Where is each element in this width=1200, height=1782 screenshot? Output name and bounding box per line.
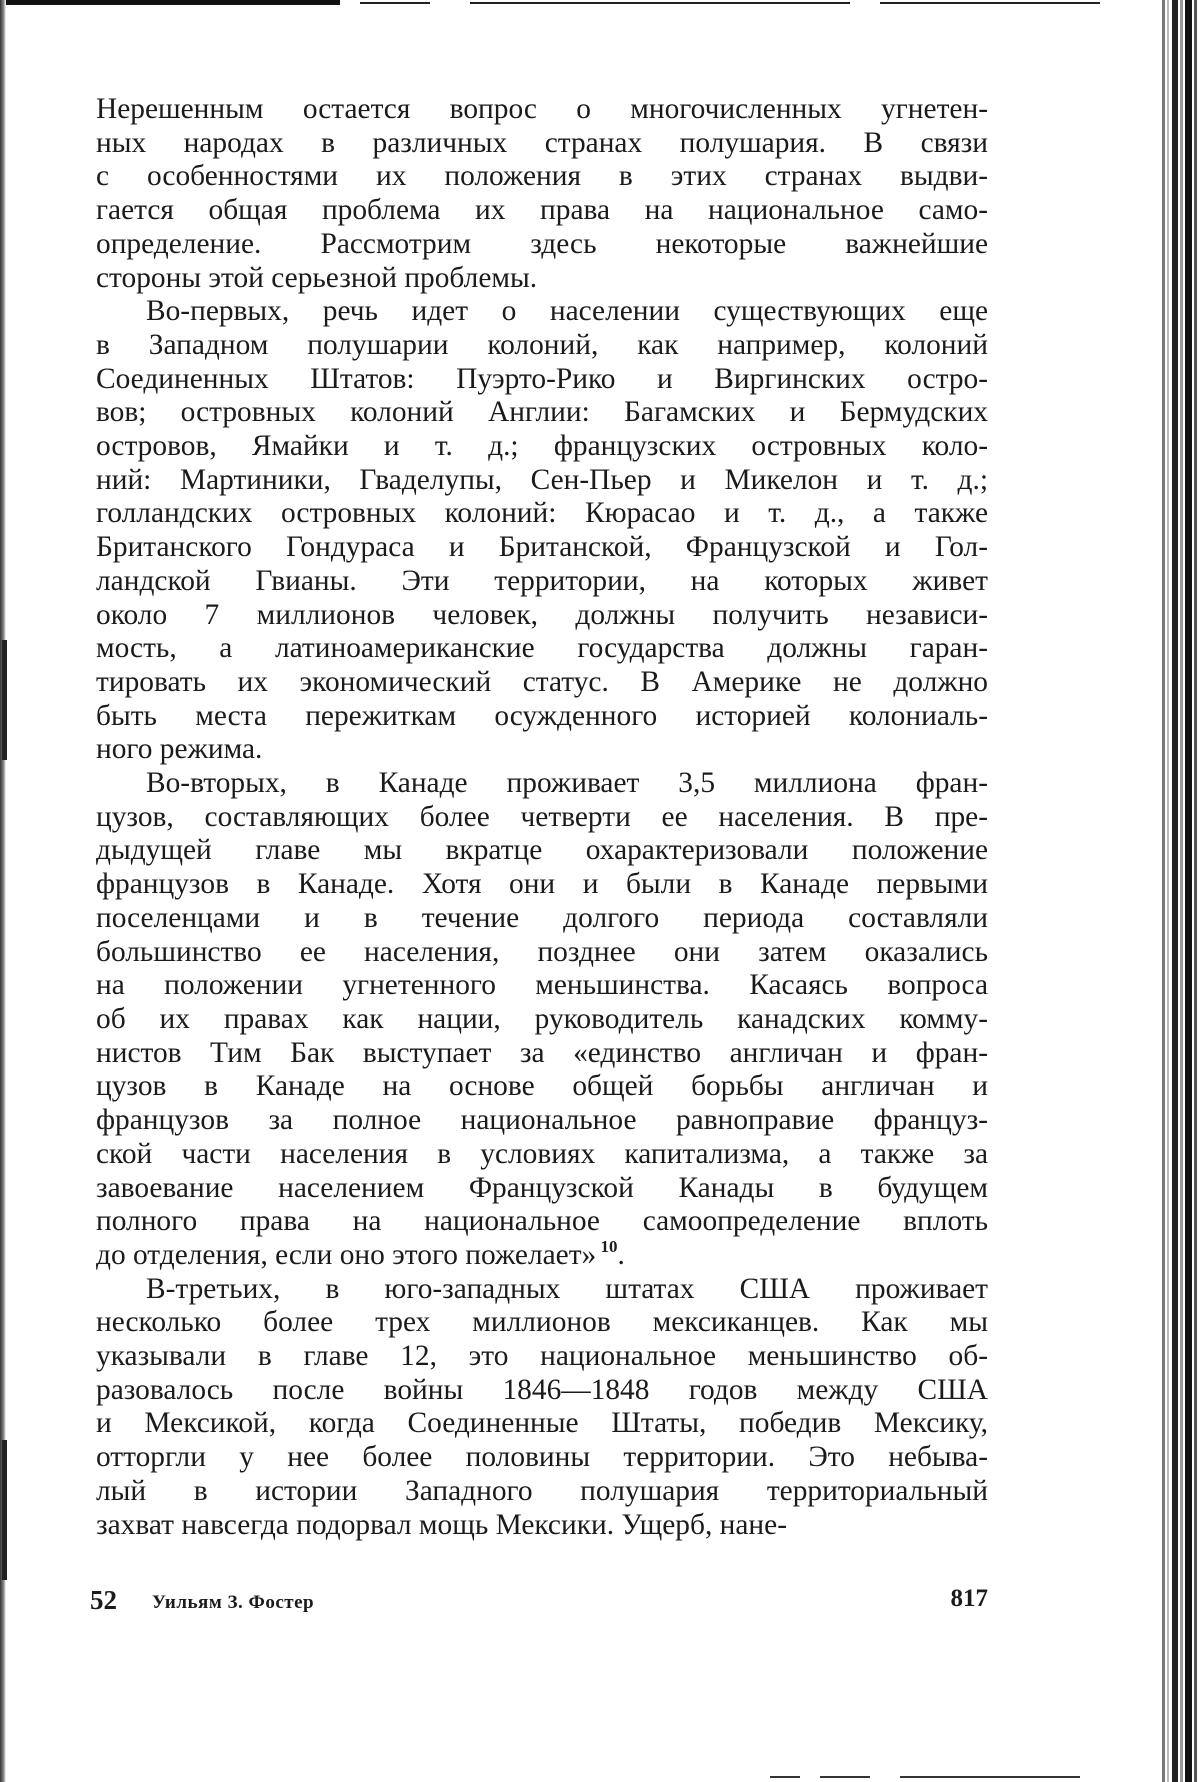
text-line: Нерешенным остается вопрос о многочисленных угнетен- — [96, 93, 988, 125]
text-line: тировать их экономический статус. В Америке не должно — [96, 665, 988, 698]
text-line: французов за полное национальное равноправие француз- — [96, 1104, 988, 1137]
page-footer — [90, 1585, 988, 1619]
text-line: полного права на национальное самоопределение вплоть — [96, 1205, 988, 1238]
text-line: вов; островных колоний Англии: Багамских и Бермудских — [96, 396, 988, 429]
scan-bottom-dash — [900, 1776, 1080, 1778]
text-line: завоевание населением Французской Канады в будущем — [96, 1171, 988, 1204]
scan-top-edge — [0, 0, 340, 5]
text-line: разовалось после войны 1846—1848 годов между США — [96, 1373, 988, 1406]
text-line: отторгли у нее более половины территории. Это небыва- — [96, 1441, 988, 1474]
text-line: цузов в Канаде на основе общей борьбы англичан и — [96, 1070, 988, 1103]
paragraph — [96, 93, 988, 295]
paragraph — [96, 1273, 988, 1543]
signature-author: Уильям З. Фостер — [152, 1592, 315, 1613]
text-line: несколько более трех миллионов мексиканцев. Как мы — [96, 1306, 988, 1339]
paragraph — [96, 767, 988, 1273]
text-line: около 7 миллионов человек, должны получить независи- — [96, 598, 988, 631]
scan-left-smudge — [2, 640, 7, 760]
paragraph — [96, 295, 988, 767]
scan-book-binding — [1162, 0, 1200, 1782]
text-line: дыдущей главе мы вкратце охарактеризовали положение — [96, 834, 988, 867]
text-line: мость, а латиноамериканские государства должны гаран- — [96, 632, 988, 665]
text-line: об их правах как нации, руководитель канадских комму- — [96, 1002, 988, 1035]
scan-bottom-dash — [770, 1776, 800, 1778]
text-line: Во-первых, речь идет о населении существующих еще — [146, 295, 988, 328]
footnote-trailing-punct: . — [617, 1238, 625, 1271]
scan-top-dash — [360, 2, 430, 4]
text-line: ской части населения в условиях капитализма, а также за — [96, 1137, 988, 1170]
text-line: нистов Тим Бак выступает за «единство англичан и фран- — [96, 1036, 988, 1069]
text-line: стороны этой серьезной проблемы. — [96, 261, 538, 294]
text-line: голландских островных колоний: Кюрасао и т. д., а также — [96, 497, 988, 530]
text-line: и Мексикой, когда Соединенные Штаты, победив Мексику, — [96, 1407, 988, 1440]
text-line: большинство ее населения, позднее они затем оказались — [96, 935, 988, 968]
text-line: ландской Гвианы. Эти территории, на которых живет — [96, 564, 988, 597]
text-line: Соединенных Штатов: Пуэрто-Рико и Виргинских остро- — [96, 362, 988, 395]
text-line: ных народах в различных странах полушария. В связи — [96, 126, 988, 159]
text-line: с особенностями их положения в этих странах выдви- — [96, 160, 988, 193]
text-line: поселенцами и в течение долгого периода составляли — [96, 901, 988, 934]
scan-top-dash — [470, 2, 850, 4]
text-line: Британского Гондураса и Британской, Французской и Гол- — [96, 531, 988, 564]
text-line: на положении угнетенного меньшинства. Касаясь вопроса — [96, 969, 988, 1002]
scan-left-smudge — [2, 1440, 7, 1580]
text-line: французов в Канаде. Хотя они и были в Канаде первыми — [96, 868, 988, 901]
text-line: цузов, составляющих более четверти ее населения. В пре- — [96, 800, 988, 833]
page-number: 817 — [950, 1585, 988, 1612]
text-line: указывали в главе 12, это национальное меньшинство об- — [96, 1340, 988, 1373]
text-line: в Западном полушарии колоний, как например, колоний — [96, 328, 988, 361]
text-line: определение. Рассмотрим здесь некоторые важнейшие — [96, 227, 988, 260]
text-line: гается общая проблема их права на национальное само- — [96, 194, 988, 227]
body-text — [96, 93, 988, 1542]
text-line: захват навсегда подорвал мощь Мексики. Ущерб, нане- — [96, 1508, 787, 1541]
text-line: ного режима. — [96, 733, 263, 766]
footnote-reference: 10 — [596, 1236, 618, 1256]
scan-bottom-dash — [820, 1776, 870, 1778]
text-line: островов, Ямайки и т. д.; французских островных коло- — [96, 430, 988, 463]
scan-top-dash — [880, 2, 1100, 4]
text-line: В-третьих, в юго-западных штатах США проживает — [146, 1272, 988, 1305]
text-line: лый в истории Западного полушария территориальный — [96, 1474, 988, 1507]
text-line: быть места пережиткам осужденного историей колониаль- — [96, 699, 988, 732]
text-line: Во-вторых, в Канаде проживает 3,5 миллиона фран- — [146, 767, 988, 800]
text-line: ний: Мартиники, Гваделупы, Сен-Пьер и Микелон и т. д.; — [96, 463, 988, 496]
signature-number: 52 — [90, 1585, 117, 1615]
text-line: до отделения, если оно этого пожелает» $^{10}$. — [96, 1236, 625, 1271]
